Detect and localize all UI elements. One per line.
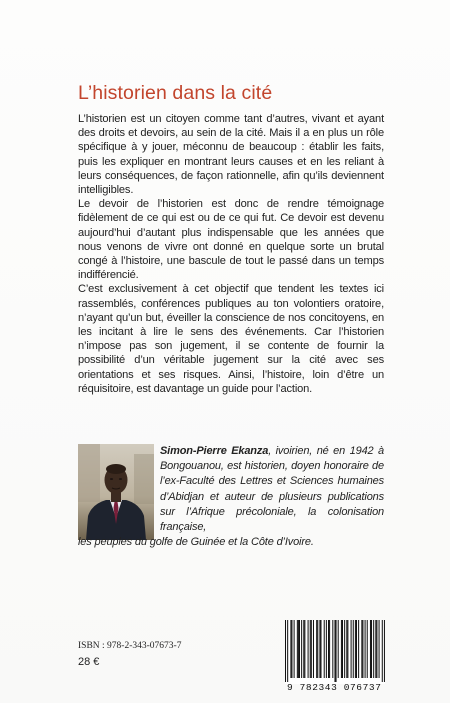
barcode-bar	[332, 620, 333, 678]
barcode-bar	[379, 620, 380, 678]
barcode-bar	[355, 620, 356, 678]
barcode-bar	[301, 620, 302, 678]
barcode-bar	[311, 620, 312, 678]
barcode-bar	[382, 620, 383, 682]
barcode-bar	[308, 620, 309, 678]
barcode-bar	[384, 620, 385, 682]
barcode-bar	[373, 620, 374, 678]
barcode-bar	[297, 620, 298, 678]
barcode-bar	[313, 620, 314, 678]
barcode-bar	[329, 620, 330, 678]
blurb-paragraph-3: C’est exclusivement à cet objectif que tendent les textes ici rassemblés, conférences publiques au ton volontiers oratoire, n’ayant qu’un but, éveiller la conscience de nos concitoyens, en les incitant à lire le sens des événements. Car l’historien n’impose pas son jugement, il se contente de fournir la possibilité d’un véritable jugement sur la cité avec ses orientations et ses risques. Ainsi, l’histoire, loin d’être un réquisitoire, est davantage un guide pour l’action.	[78, 283, 384, 395]
barcode-bar	[291, 620, 292, 678]
author-photo-icon	[78, 444, 154, 540]
barcode-bar	[336, 620, 337, 682]
barcode-bar	[341, 620, 342, 678]
blurb	[78, 112, 384, 396]
barcode-bar	[298, 620, 299, 678]
barcode-bar	[317, 620, 318, 678]
barcode-bar	[303, 620, 304, 678]
barcode-bar	[367, 620, 368, 678]
barcode-bar	[285, 620, 286, 682]
barcode-bar	[290, 620, 291, 678]
author-bio-tail: les peuples du golfe de Guinée et la Côte d’Ivoire.	[78, 536, 314, 548]
barcode-bar	[358, 620, 359, 678]
barcode-bar	[370, 620, 371, 678]
book-title: L’historien dans la cité	[78, 82, 273, 104]
barcode-bar	[371, 620, 372, 678]
author-bio	[160, 444, 384, 535]
barcode-bar	[362, 620, 363, 678]
barcode-bar	[361, 620, 362, 678]
barcode-bar	[353, 620, 354, 678]
barcode-bar	[334, 620, 335, 682]
barcode-bar	[347, 620, 348, 678]
isbn: ISBN : 978-2-343-07673-7	[78, 641, 182, 651]
price: 28 €	[78, 656, 100, 668]
barcode-bar	[338, 620, 339, 678]
barcode-bar	[328, 620, 329, 678]
barcode-bar	[342, 620, 343, 678]
author-name: Simon-Pierre Ekanza	[160, 445, 269, 457]
author-bio-text: , ivoirien, né en 1942 à Bongouanou, est historien, doyen honoraire de l’ex-Faculté des Lettres et Sciences humaines d’Abidjan et auteur de plusieurs publications sur l’Afrique précoloniale, la colonisation française,	[160, 445, 384, 534]
barcode-bar	[299, 620, 300, 678]
barcode-bar	[376, 620, 377, 678]
barcode-bar	[365, 620, 366, 678]
blurb-paragraph-2: Le devoir de l’historien est donc de rendre témoignage fidèlement de ce qui est ou de ce qui fut. Ce devoir est devenu aujourd’hui d’autant plus indispensable que les années que nous venons de vivre ont donné en quelque sorte un brutal congé à l’histoire, une bascule de tout le passé dans un temps indifférencié.	[78, 198, 384, 282]
barcode-bar	[320, 620, 321, 678]
author-photo	[78, 444, 154, 540]
barcode-icon	[285, 620, 385, 684]
blurb-paragraph-1: L’historien est un citoyen comme tant d’autres, vivant et ayant des droits et devoirs, au sein de la cité. Mais il a en plus un rôle spécifique à y jouer, méconnu de beaucoup : établir les faits, puis les expliquer en montrant leurs causes et en les reliant à leurs conséquences, de façon rationnelle, afin qu’ils deviennent intelligibles.	[78, 113, 384, 197]
barcode-bar	[356, 620, 357, 678]
barcode-bar	[304, 620, 305, 678]
barcode-bar	[316, 620, 317, 678]
barcode-bar	[319, 620, 320, 678]
barcode-digits: 9 782343 076737	[287, 682, 382, 693]
barcode-bar	[326, 620, 327, 678]
barcode-bar	[351, 620, 352, 678]
barcode-bar	[346, 620, 347, 678]
barcode-bar	[287, 620, 288, 682]
barcode-bar	[344, 620, 345, 678]
barcode-bar	[375, 620, 376, 678]
barcode-bars	[285, 620, 385, 682]
barcode-bar	[310, 620, 311, 678]
barcode-bar	[294, 620, 295, 678]
barcode-bar	[324, 620, 325, 678]
